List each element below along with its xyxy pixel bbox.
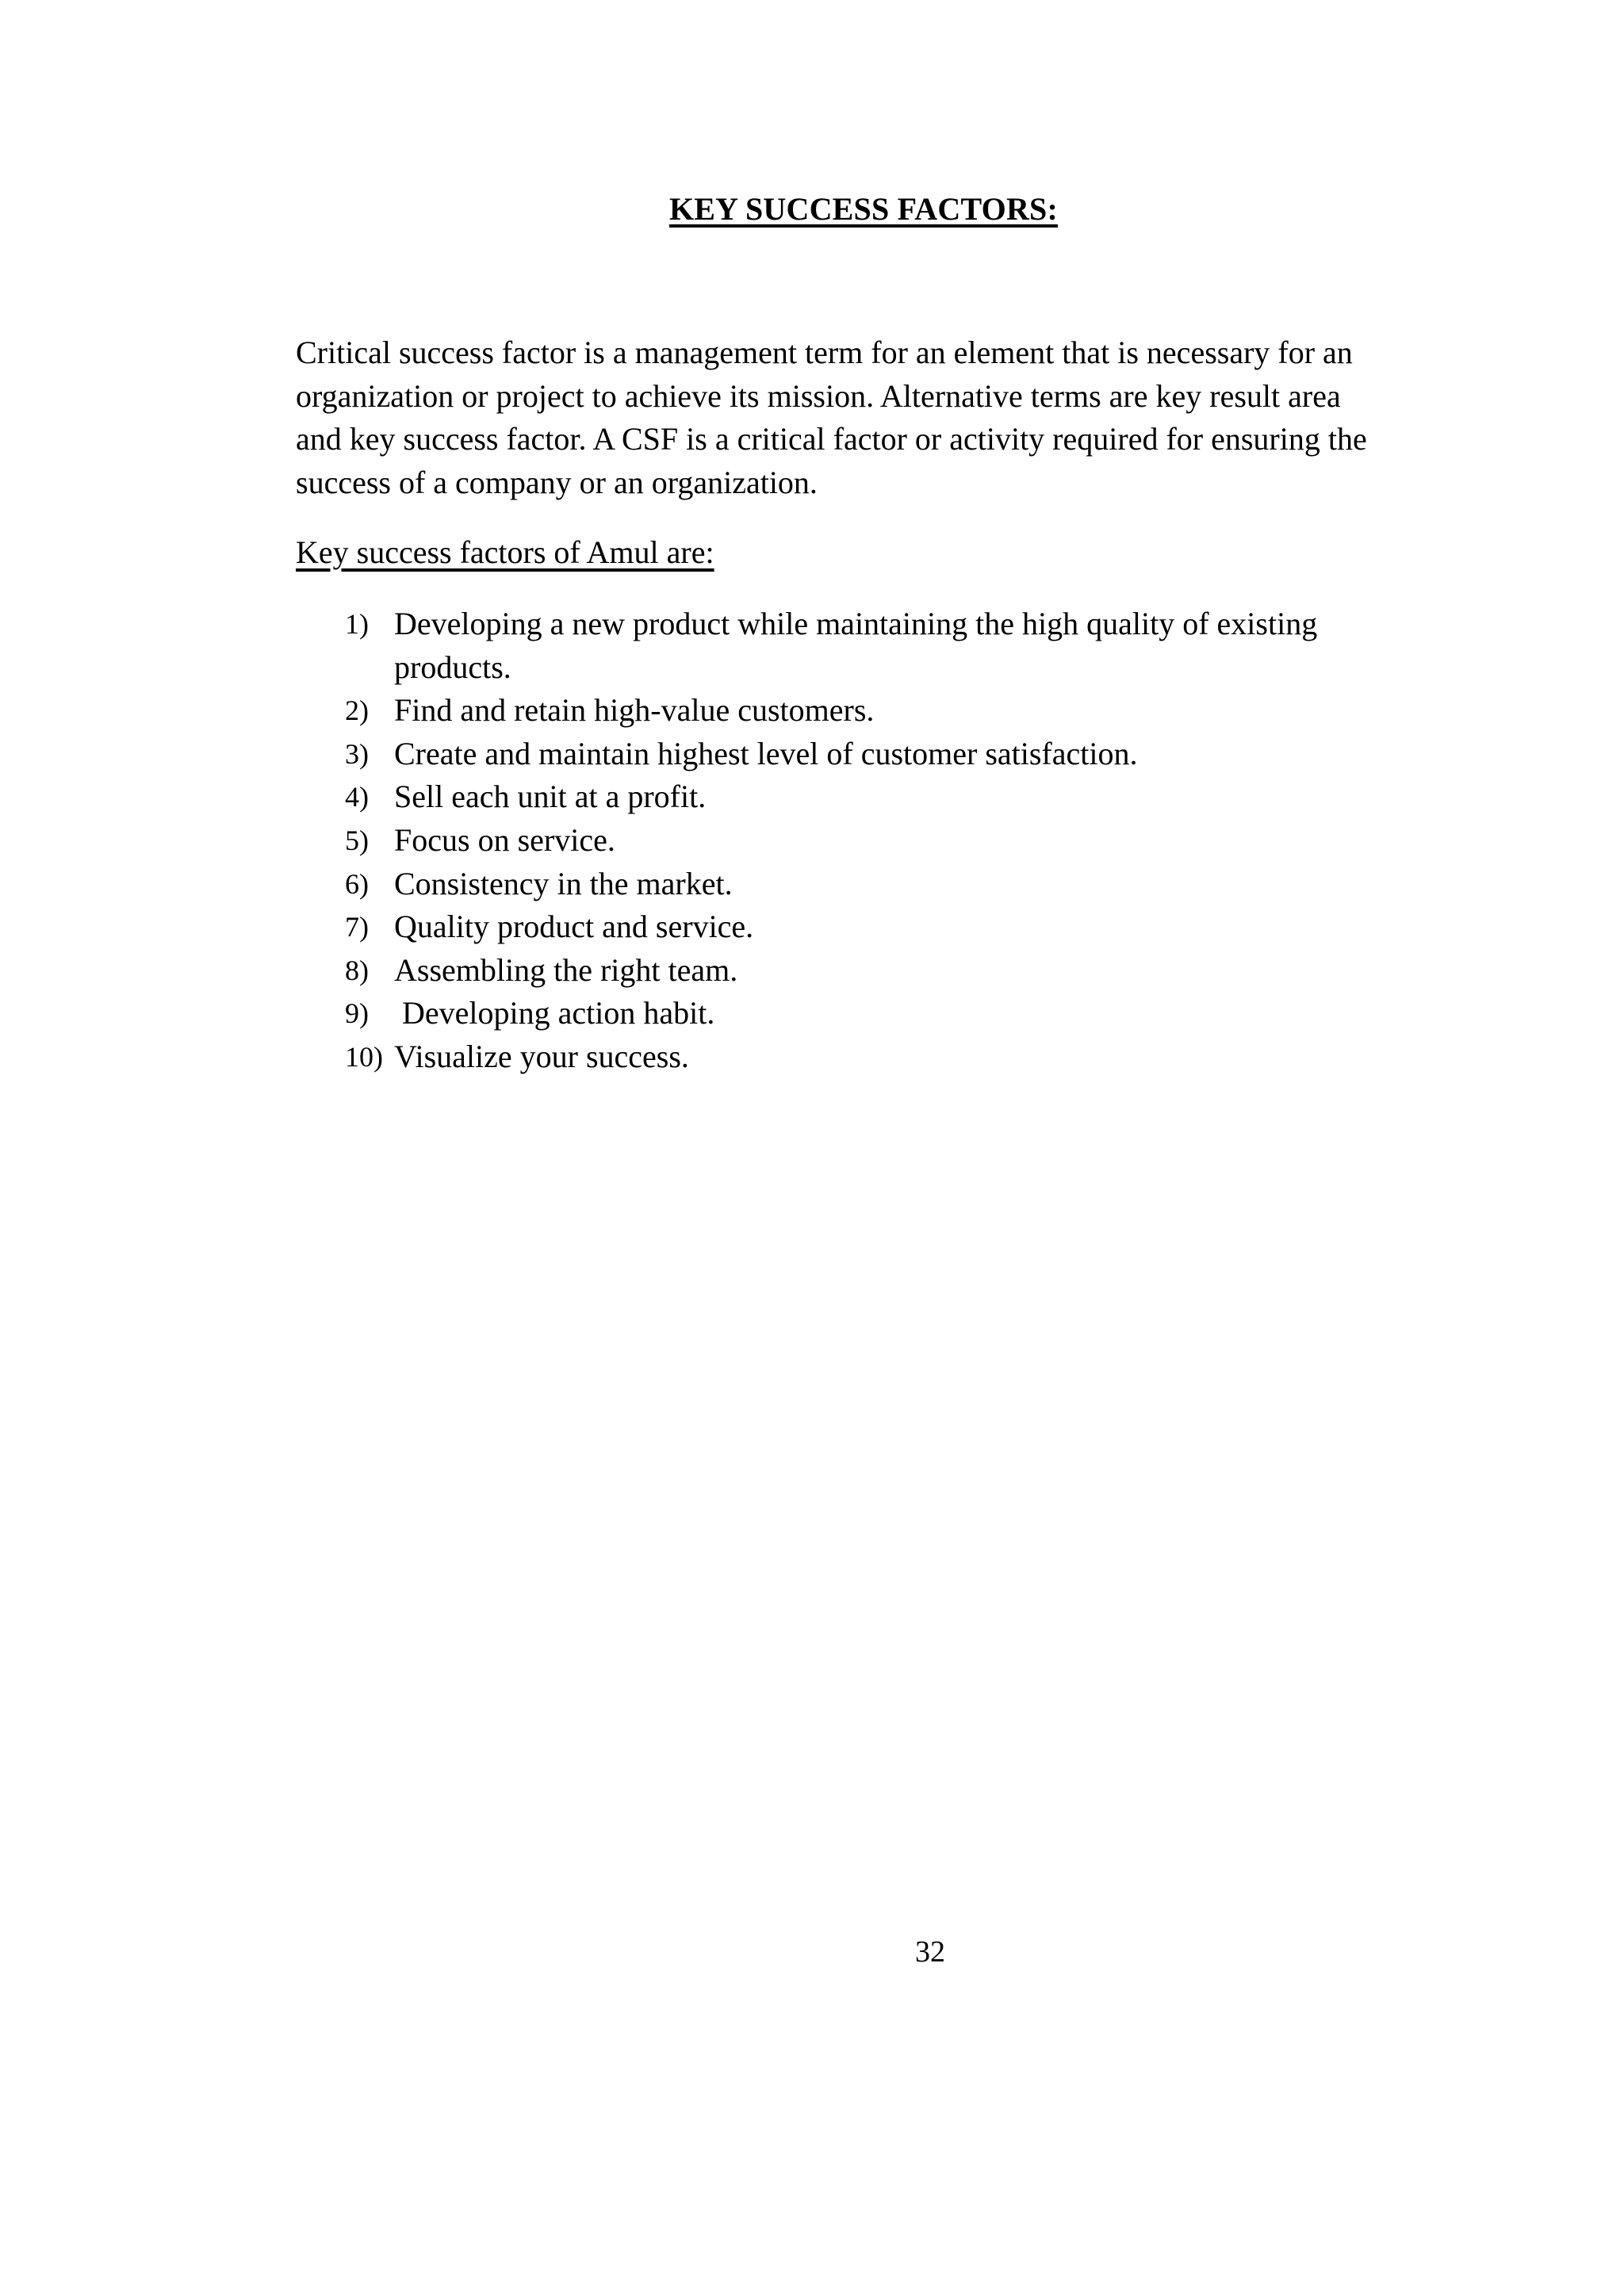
list-item	[345, 819, 1317, 863]
list-item	[345, 733, 1317, 776]
key-success-factors-list	[345, 603, 1317, 1079]
intro-line: organization or project to achieve its mission. Alternative terms are key result area	[296, 377, 1341, 414]
list-item-number: 9)	[345, 997, 369, 1030]
list-item-text: Developing action habit.	[394, 995, 715, 1031]
list-item-text: Focus on service.	[394, 821, 615, 858]
list-item-continuation: products.	[394, 649, 511, 685]
intro-line: Critical success factor is a management term for an element that is necessary for an	[296, 335, 1353, 370]
list-item-number: 8)	[345, 954, 369, 986]
list-item-text: Sell each unit at a profit.	[394, 779, 707, 815]
list-item-number: 10)	[345, 1040, 383, 1073]
page-number: 32	[915, 1935, 945, 1969]
intro-line: and key success factor. A CSF is a critical factor or activity required for ensuring the	[296, 421, 1367, 457]
intro-line: success of a company or an organization.	[296, 464, 818, 500]
list-item	[345, 775, 1317, 819]
list-item-number: 5)	[345, 824, 369, 856]
list-item-number: 6)	[345, 867, 369, 900]
list-item-text: Create and maintain highest level of customer satisfaction.	[394, 735, 1138, 771]
list-item-text: Consistency in the market.	[394, 865, 733, 901]
list-item-text: Quality product and service.	[394, 909, 754, 945]
list-item	[345, 689, 1317, 733]
section-subheading: Key success factors of Amul are:	[296, 534, 714, 570]
list-item-number: 3)	[345, 737, 369, 770]
list-item-text: Developing a new product while maintaining the high quality of existing	[394, 606, 1318, 641]
list-item	[345, 992, 1317, 1035]
list-item	[345, 949, 1317, 993]
list-item-number: 1)	[345, 608, 369, 640]
list-item-number: 7)	[345, 911, 369, 943]
list-item	[345, 863, 1317, 906]
list-item	[345, 1035, 1317, 1079]
list-item-text: Visualize your success.	[394, 1038, 689, 1074]
list-item-number: 4)	[345, 781, 369, 813]
list-item	[345, 905, 1317, 949]
list-item	[345, 603, 1317, 689]
list-item-text: Assembling the right team.	[394, 951, 738, 988]
page-title: KEY SUCCESS FACTORS:	[668, 191, 1059, 227]
list-item-number: 2)	[345, 695, 369, 727]
intro-paragraph	[296, 331, 1422, 504]
list-item-text: Find and retain high-value customers.	[394, 692, 875, 729]
